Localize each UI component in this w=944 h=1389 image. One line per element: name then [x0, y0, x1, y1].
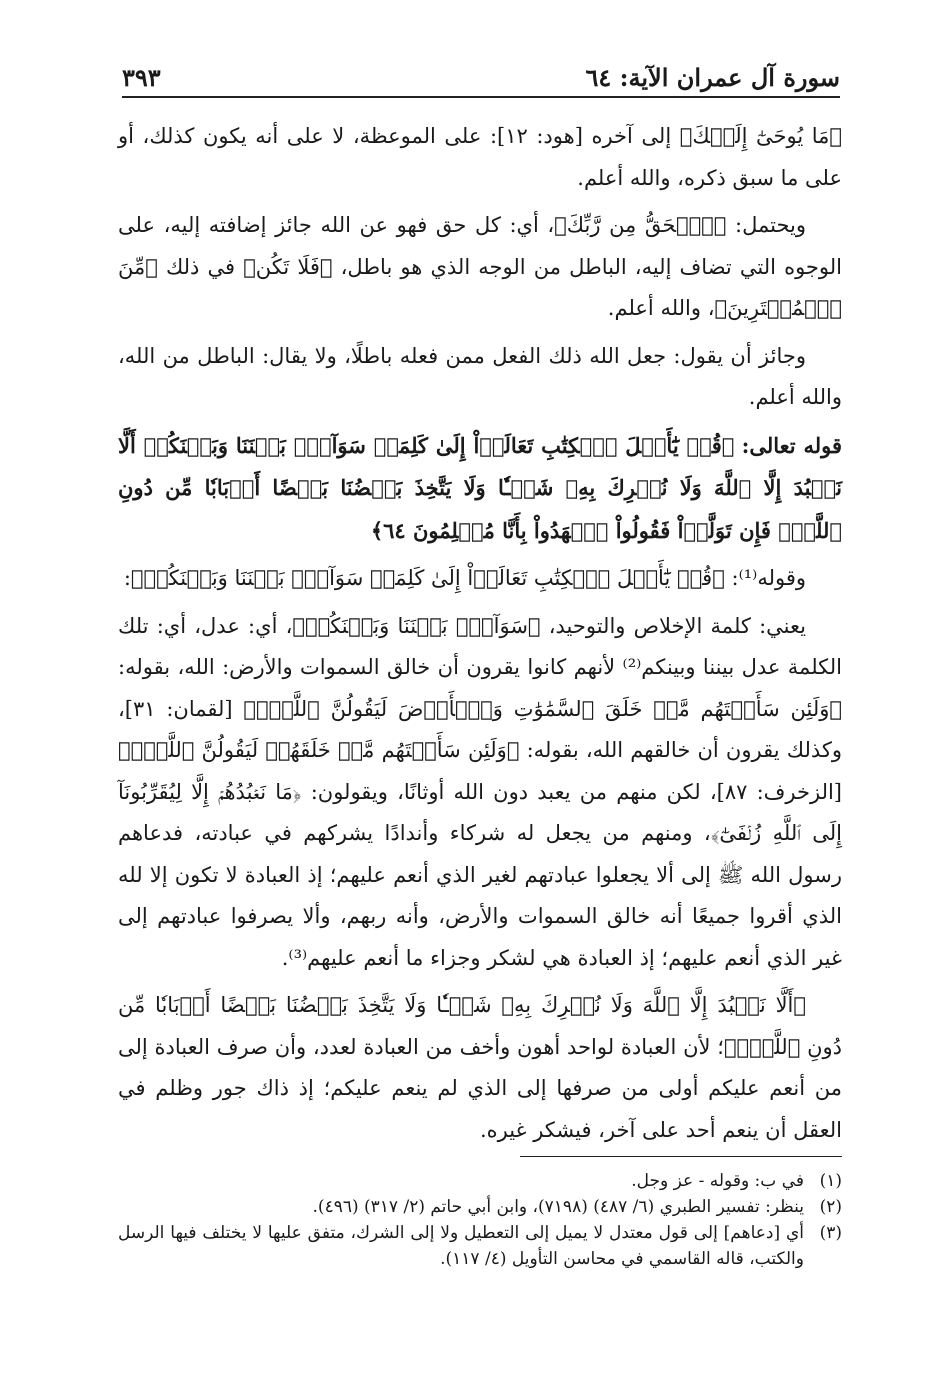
footnote-text: ينظر: تفسير الطبري (٦/ ٤٨٧) (٧١٩٨)، وابن أبي حاتم (٢/ ٣١٧) (٤٩٦).	[312, 1197, 804, 1217]
footnote-number: (٢)	[819, 1197, 842, 1217]
main-text	[118, 116, 842, 1157]
page-header	[122, 52, 840, 92]
page-number: ٣٩٣	[122, 63, 161, 92]
verse-text: ﴿قُلۡ يَٰٓأَهۡلَ ٱلۡكِتَٰبِ تَعَالَوۡاْ إِلَىٰ كَلِمَةٖ سَوَآءِۭ بَيۡنَنَا وَبَيۡنَكُمۡ أَلَّا نَعۡبُدَ إِلَّا ٱللَّهَ وَلَا نُشۡرِكَ بِهِۦ شَيۡـٔٗا وَلَا يَتَّخِذَ بَعۡضُنَا بَعۡضًا أَرۡبَابٗا مِّن دُونِ ٱللَّهِۚ فَإِن تَوَلَّوۡاْ فَقُولُواْ ٱشۡهَدُواْ بِأَنَّا مُسۡلِمُونَ ٦٤﴾	[118, 432, 842, 543]
surah-title: سورة آل عمران الآية: ٦٤	[585, 63, 840, 92]
paragraph-2: ويحتمل: ﴿ٱلۡحَقُّ مِن رَّبِّكَ﴾، أي: كل حق فهو عن الله جائز إضافته إليه، على الوجوه التي تضاف إليه، الباطل من الوجه الذي هو باطل، ﴿فَلَا تَكُن﴾ في ذلك ﴿مِّنَ ٱلۡمُمۡتَرِينَ﴾، والله أعلم.	[118, 213, 842, 320]
footnote-text: في ب: وقوله - عز وجل.	[631, 1171, 804, 1191]
footnote-number: (١)	[819, 1171, 842, 1191]
footnote-1	[118, 1168, 842, 1194]
footnote-number: (٣)	[819, 1223, 842, 1243]
paragraph-3: وجائز أن يقول: جعل الله ذلك الفعل ممن فعله باطلًا، ولا يقال: الباطل من الله، والله أعلم.	[118, 343, 842, 409]
verse-paragraph	[118, 425, 842, 553]
footnotes	[118, 1168, 842, 1272]
footnote-rule	[520, 1156, 842, 1157]
paragraph-5: وقوله⁽¹⁾: ﴿قُلۡ يَٰٓأَهۡلَ ٱلۡكِتَٰبِ تَعَالَوۡاْ إِلَىٰ كَلِمَةٖ سَوَآءِۭ بَيۡنَنَا وَبَيۡنَكُمۡ﴾:	[123, 566, 806, 590]
footnote-text: أي [دعاهم] إلى قول معتدل لا يميل إلى التعطيل ولا إلى الشرك، متفق عليها لا يختلف فيها الرسل والكتب، قاله القاسمي في محاسن التأويل (٤/ ١١٧).	[118, 1223, 804, 1269]
footnote-2	[118, 1194, 842, 1220]
paragraph-1: ﴿مَا يُوحَىٰٓ إِلَيۡكَ﴾ إلى آخره [هود: ١٢]: على الموعظة، لا على أنه يكون كذلك، أو على ما سبق ذكره، والله أعلم.	[118, 124, 843, 190]
paragraph-7: ﴿أَلَّا نَعۡبُدَ إِلَّا ٱللَّهَ وَلَا نُشۡرِكَ بِهِۦ شَيۡـٔٗا وَلَا يَتَّخِذَ بَعۡضُنَا بَعۡضًا أَرۡبَابٗا مِّن دُونِ ٱللَّهِۚ﴾؛ لأن العبادة لواحد أهون وأخف من العبادة لعدد، وأن صرف العبادة إلى من أنعم عليكم أولى من صرفها إلى الذي لم ينعم عليكم؛ إذ ذاك جور وظلم في العقل أن ينعم أحد على آخر، فيشكر غيره.	[118, 993, 842, 1142]
verse-lead: قوله تعالى:	[741, 432, 842, 458]
header-rule	[122, 96, 840, 98]
footnote-3	[118, 1220, 842, 1272]
paragraph-6: يعني: كلمة الإخلاص والتوحيد، ﴿سَوَآءِۭ بَيۡنَنَا وَبَيۡنَكُمۡ﴾، أي: عدل، أي: تلك الكلمة عدل بيننا وبينكم⁽²⁾ لأنهم كانوا يقرون أن خالق السموات والأرض: الله، بقوله: ﴿وَلَئِن سَأَلۡتَهُم مَّنۡ خَلَقَ ٱلسَّمَٰوَٰتِ وَٱلۡأَرۡضَ لَيَقُولُنَّ ٱللَّهُۚ﴾ [لقمان: ٣١]، وكذلك يقرون أن خالقهم الله، بقوله: ﴿وَلَئِن سَأَلۡتَهُم مَّنۡ خَلَقَهُمۡ لَيَقُولُنَّ ٱللَّهُۖ﴾ [الزخرف: ٨٧]، لكن منهم من يعبد دون الله أوثانًا، ويقولون: ﴿مَا نَعۡبُدُهُمۡ إِلَّا لِيُقَرِّبُونَآ إِلَى ٱللَّهِ زُلۡفَىٰٓ﴾، ومنهم من يجعل له شركاء وأندادًا يشركهم في عبادته، فدعاهم رسول الله ﷺ إلى ألا يجعلوا عبادتهم لغير الذي أنعم عليهم؛ إذ العبادة لا تكون إلا لله الذي أقروا جميعًا أنه خالق السموات والأرض، وأنه ربهم، وألا يصرفوا عبادتهم إلى غير الذي أنعم عليهم؛ إذ العبادة هي لشكر وجزاء ما أنعم عليهم⁽³⁾.	[118, 613, 842, 970]
